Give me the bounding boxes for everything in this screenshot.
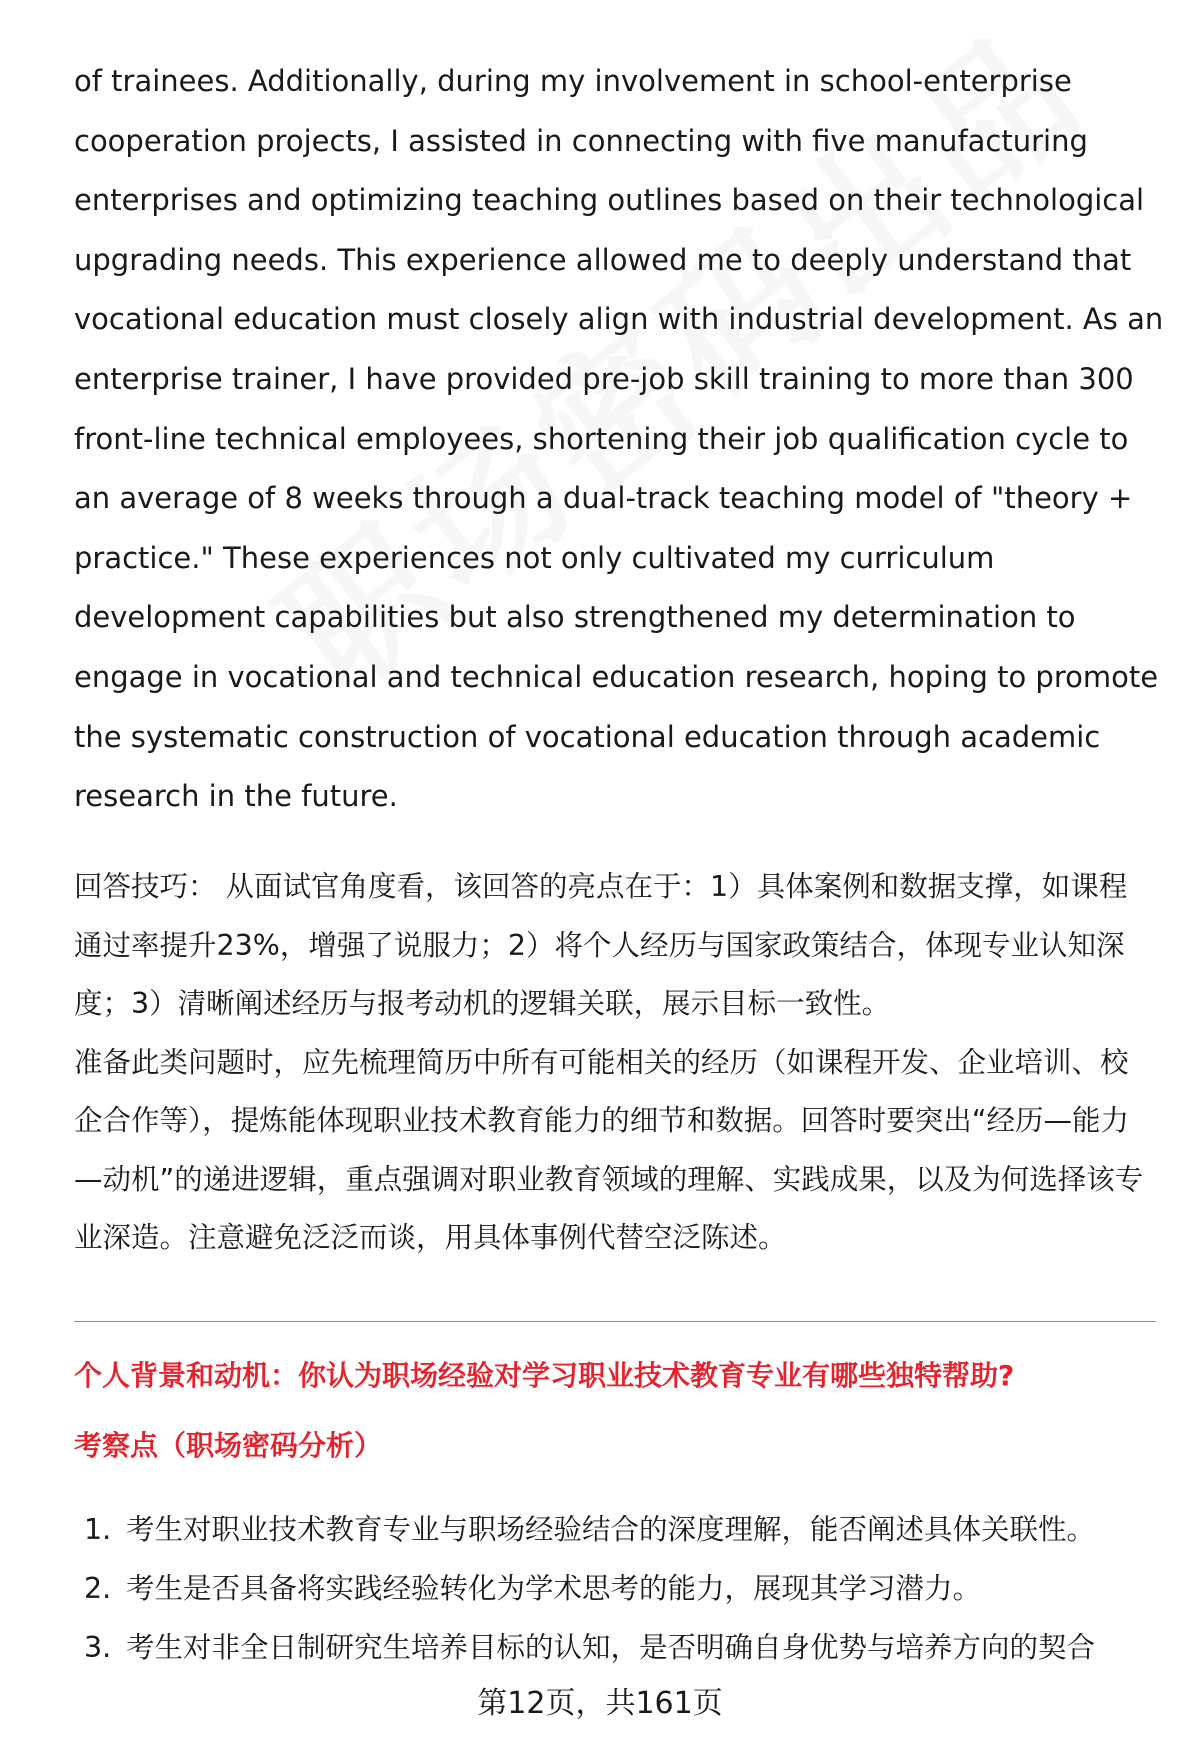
list-text: 考生对非全日制研究生培养目标的认知，是否明确自身优势与培养方向的契合 bbox=[126, 1631, 1096, 1664]
tips-paragraph-2: 准备此类问题时，应先梳理简历中所有可能相关的经历（如课程开发、企业培训、校企合作等），提炼能体现职业技术教育能力的细节和数据。回答时要突出“经历—能力—动机”的递进逻辑，重点强调对职业教育领域的理解、实践成果，以及为何选择该专业深造。注意避免泛泛而谈，用具体事例代替空泛陈述。 bbox=[74, 1045, 1144, 1254]
page-number-footer: 第12页，共161页 bbox=[477, 1686, 723, 1721]
list-item bbox=[84, 1559, 1164, 1618]
assessment-points-heading: 考察点（职场密码分析） bbox=[74, 1429, 383, 1462]
list-item bbox=[84, 1618, 1164, 1677]
list-item bbox=[84, 1500, 1164, 1559]
answer-tips bbox=[74, 858, 1154, 1268]
question-title: 个人背景和动机：你认为职场经验对学习职业技术教育专业有哪些独特帮助? bbox=[74, 1359, 1015, 1392]
list-number: 1. bbox=[84, 1513, 112, 1546]
english-answer-paragraph: of trainees. Additionally, during my involvement in school-enterprise cooperation projects, I assisted in connecting with five manufacturing enterprises and optimizing teaching outlines based on their technological upgrading needs. This experience allowed me to deeply understand that vocational education must closely align with industrial development. As an enterprise trainer, I have provided pre-job skill training to more than 300 front-line technical employees, shortening their job qualification cycle to an average of 8 weeks through a dual-track teaching model of "theory + practice." These experiences not only cultivated my curriculum development capabilities but also strengthened my determination to engage in vocational and technical education research, hoping to promote the systematic construction of vocational education through academic research in the future. bbox=[74, 64, 1164, 814]
section-divider bbox=[74, 1321, 1156, 1322]
list-number: 2. bbox=[84, 1572, 112, 1605]
list-text: 考生对职业技术教育专业与职场经验结合的深度理解，能否阐述具体关联性。 bbox=[126, 1513, 1096, 1546]
tips-paragraph-1: 回答技巧： 从面试官角度看，该回答的亮点在于：1）具体案例和数据支撑，如课程通过率提升23%，增强了说服力；2）将个人经历与国家政策结合，体现专业认知深度；3）清晰阐述经历与报考动机的逻辑关联，展示目标一致性。 bbox=[74, 870, 1128, 1020]
list-number: 3. bbox=[84, 1631, 112, 1664]
assessment-points-list bbox=[84, 1500, 1164, 1677]
list-text: 考生是否具备将实践经验转化为学术思考的能力，展现其学习潜力。 bbox=[126, 1572, 982, 1605]
